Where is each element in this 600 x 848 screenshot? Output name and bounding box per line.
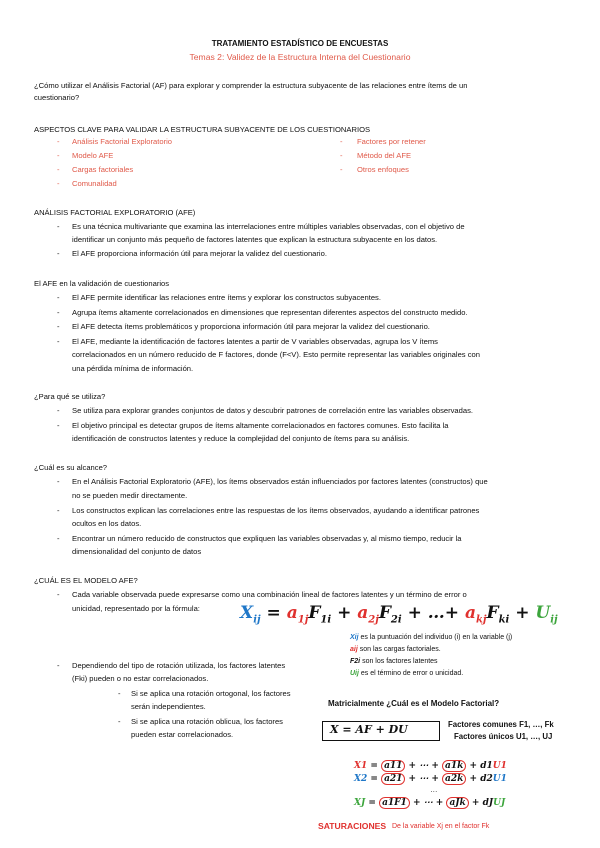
model-heading: ¿CUÁL ES EL MODELO AFE?: [34, 576, 138, 585]
saturaciones-label: SATURACIONES: [318, 821, 387, 831]
bullet-dash: -: [118, 689, 121, 698]
aspect-item: Modelo AFE: [72, 151, 114, 160]
scope-bullet: En el Análisis Factorial Exploratorio (AFE), los ítems observados están influenciados por factores latentes (constructos) que: [72, 477, 488, 486]
bullet-dash: -: [57, 249, 60, 258]
matrix-row: X2 = a21 + ⋯ + a2k + d2U1: [354, 774, 507, 784]
aspect-dash: -: [57, 137, 60, 146]
bullet-dash: -: [57, 322, 60, 331]
bullet-dash: -: [57, 421, 60, 430]
matrix-row: XJ = a1F1 + ⋯ + aJk + dJUJ: [354, 798, 506, 808]
afe-bullet: identificar un conjunto más pequeño de factores latentes que explican la estructura subyacente en los datos.: [72, 235, 438, 244]
validation-heading: El AFE en la validación de cuestionarios: [34, 279, 170, 288]
aspect-item: Método del AFE: [357, 151, 412, 160]
matrix-row: X1 = a11 + ⋯ + a1k + d1U1: [354, 761, 507, 771]
model-sub-bullet: pueden estar correlacionados.: [131, 730, 234, 739]
intro-line-2: cuestionario?: [34, 93, 80, 102]
aspect-item: Factores por retener: [357, 137, 426, 146]
legend-item: aij son las cargas factoriales.: [350, 646, 441, 653]
legend-item: F2i son los factores latentes: [350, 658, 438, 665]
afe-formula: $X_{ij} = a_{1j}F_{1i} + a_{2j}F_{2i}$ + …+ $a_{kj}F_{ki} + U_{ij}$: [240, 603, 558, 626]
usage-heading: ¿Para qué se utiliza?: [34, 392, 106, 401]
legend-item: Xij es la puntuación del individuo (i) en la variable (j): [350, 634, 513, 641]
validation-bullet: correlacionados en un número reducido de F factores, donde (F<V). Esto permite representar las variables originales con: [72, 350, 480, 359]
scope-bullet: no se pueden medir directamente.: [72, 491, 188, 500]
aspect-item: Análisis Factorial Exploratorio: [72, 137, 173, 146]
aspect-dash: -: [57, 165, 60, 174]
aspect-dash: -: [57, 151, 60, 160]
afe-bullet: El AFE proporciona información útil para mejorar la validez del cuestionario.: [72, 249, 327, 258]
scope-heading: ¿Cuál es su alcance?: [34, 463, 108, 472]
bullet-dash: -: [57, 337, 60, 346]
model-sub-bullet: serán independientes.: [131, 702, 206, 711]
aspect-dash: -: [340, 151, 343, 160]
bullet-dash: -: [118, 717, 121, 726]
page-subtitle: Temas 2: Validez de la Estructura Interna del Cuestionario: [189, 52, 411, 62]
validation-bullet: Agrupa ítems altamente correlacionados en dimensiones que representan diferentes aspectos del constructo medido.: [72, 308, 468, 317]
scope-bullet: ocultos en los datos.: [72, 519, 142, 528]
model-bullet: (Fki) pueden o no estar correlacionados.: [72, 674, 209, 683]
model-sub-bullet: Si se aplica una rotación ortogonal, los factores: [131, 689, 291, 698]
validation-bullet: El AFE, mediante la identificación de factores latentes a partir de V variables observadas, agrupa los V ítems: [72, 337, 438, 346]
unique-factors: Factores únicos U1, …, UJ: [454, 732, 553, 741]
usage-bullet: Se utiliza para explorar grandes conjuntos de datos y descubrir patrones de correlación entre las variables observadas.: [72, 406, 474, 415]
bullet-dash: -: [57, 308, 60, 317]
bullet-dash: -: [57, 406, 60, 415]
validation-bullet: El AFE detecta ítems problemáticos y proporciona información útil para mejorar la validez del cuestionario.: [72, 322, 430, 331]
usage-bullet: El objetivo principal es detectar grupos de ítems altamente correlacionados en factores comunes. Esto facilita la: [72, 421, 449, 430]
aspects-heading: ASPECTOS CLAVE PARA VALIDAR LA ESTRUCTURA SUBYACENTE DE LOS CUESTIONARIOS: [34, 125, 371, 134]
bullet-dash: -: [57, 477, 60, 486]
model-bullet: Dependiendo del tipo de rotación utilizada, los factores latentes: [72, 661, 286, 670]
model-sub-bullet: Si se aplica una rotación oblicua, los factores: [131, 717, 283, 726]
aspect-item: Cargas factoriales: [72, 165, 134, 174]
model-bullet: Cada variable observada puede expresarse como una combinación lineal de factores latentes y un término de error o: [72, 590, 467, 599]
validation-bullet: una pérdida mínima de información.: [72, 364, 194, 373]
validation-bullet: El AFE permite identificar las relaciones entre ítems y explorar los constructos subyacentes.: [72, 293, 381, 302]
aspect-item: Comunalidad: [72, 179, 117, 188]
saturaciones-text: De la variable Xj en el factor Fk: [392, 823, 490, 830]
bullet-dash: -: [57, 506, 60, 515]
afe-heading: ANÁLISIS FACTORIAL EXPLORATORIO (AFE): [34, 208, 196, 217]
matrix-dots: …: [430, 785, 438, 794]
bullet-dash: -: [57, 293, 60, 302]
scope-bullet: dimensionalidad del conjunto de datos: [72, 547, 202, 556]
aspect-dash: -: [57, 179, 60, 188]
legend-item: Uij es el término de error o unicidad.: [350, 670, 464, 677]
bullet-dash: -: [57, 222, 60, 231]
common-factors: Factores comunes F1, …, Fk: [448, 720, 554, 729]
bullet-dash: -: [57, 534, 60, 543]
matrix-equation: X = AF + DU: [330, 723, 408, 736]
model-bullet: unicidad, representado por la fórmula:: [72, 604, 200, 613]
bullet-dash: -: [57, 661, 60, 670]
scope-bullet: Los constructos explican las correlaciones entre las respuestas de los ítems observados, ayudando a identificar patrones: [72, 506, 480, 515]
usage-bullet: identificación de constructos latentes y reduce la complejidad del conjunto de ítems para su análisis.: [72, 434, 410, 443]
aspect-dash: -: [340, 137, 343, 146]
intro-line-1: ¿Cómo utilizar el Análisis Factorial (AF) para explorar y comprender la estructura subyacente de las relaciones entre ítems de un: [34, 81, 468, 90]
aspect-dash: -: [340, 165, 343, 174]
page-title: TRATAMIENTO ESTADÍSTICO DE ENCUESTAS: [211, 39, 389, 48]
bullet-dash: -: [57, 590, 60, 599]
matrix-title: Matricialmente ¿Cuál es el Modelo Factorial?: [328, 699, 500, 708]
aspect-item: Otros enfoques: [357, 165, 409, 174]
afe-bullet: Es una técnica multivariante que examina las interrelaciones entre múltiples variables observadas, con el objetivo de: [72, 222, 465, 231]
scope-bullet: Encontrar un número reducido de constructos que expliquen las variables observadas y, al mismo tiempo, reducir la: [72, 534, 462, 543]
